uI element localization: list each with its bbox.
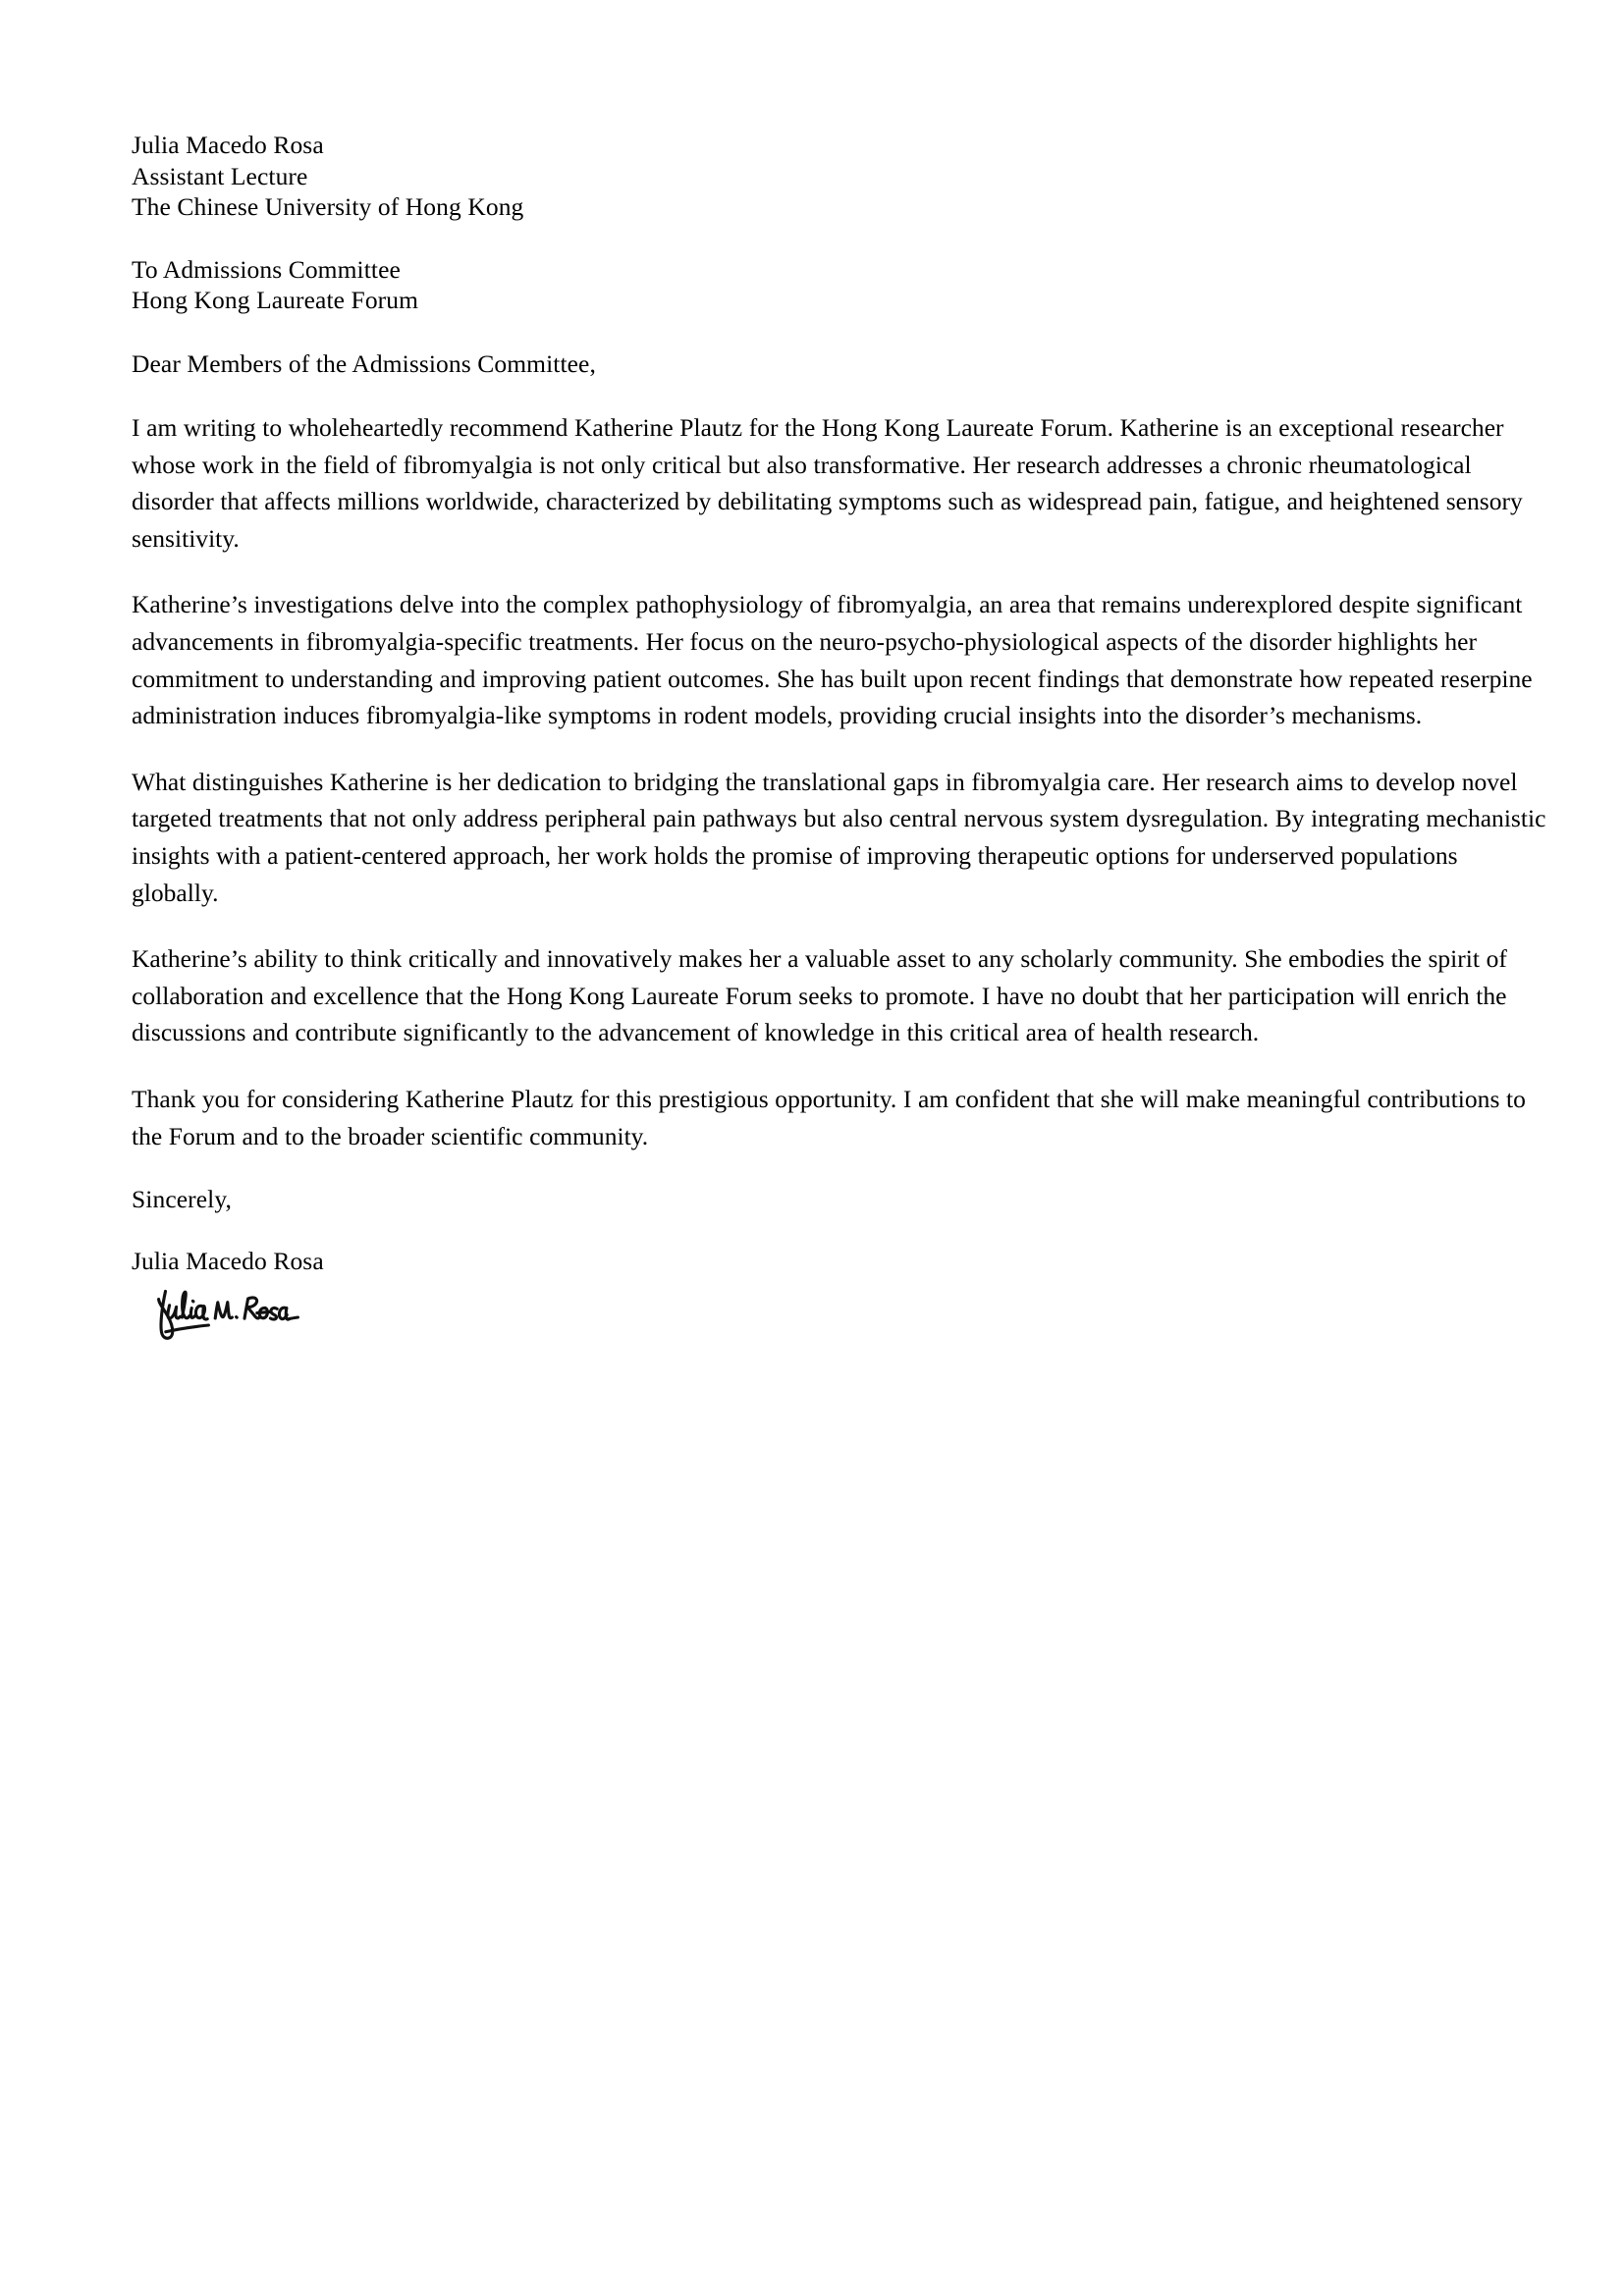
signer-block xyxy=(132,1246,1549,1277)
sender-title: Assistant Lecture xyxy=(132,161,308,190)
recipient-committee: To Admissions Committee xyxy=(132,254,401,284)
body-paragraph-5: Thank you for considering Katherine Plautz for this prestigious opportunity. I am confident that she will make meaningful contributions to the Forum and to the broader scientific community. xyxy=(132,1084,1526,1150)
valediction-block xyxy=(132,1184,1549,1215)
valediction-text: Sincerely, xyxy=(132,1185,233,1214)
body-paragraph-2: Katherine’s investigations delve into the complex pathophysiology of fibromyalgia, an area that remains underexplored despite significant advancements in fibromyalgia-specific treatments. Her focus on the neuro-psycho-physiological aspects of the disorder highlights her commitment to understanding and improving patient outcomes. She has built upon recent findings that demonstrate how repeated reserpine administration induces fibromyalgia-like symptoms in rodent models, providing crucial insights into the disorder’s mechanisms. xyxy=(132,590,1533,730)
letter-content xyxy=(132,130,1549,1343)
signature-image xyxy=(145,1282,293,1343)
sender-institution: The Chinese University of Hong Kong xyxy=(132,192,524,221)
sender-block xyxy=(132,130,1549,223)
body-paragraph-4: Katherine’s ability to think critically and innovatively makes her a valuable asset to any scholarly community. She embodies the spirit of collaboration and excellence that the Hong Kong Laureate Forum seeks to promote. I have no doubt that her participation will enrich the discussions and contribute significantly to the advancement of knowledge in this critical area of health research. xyxy=(132,944,1507,1047)
recipient-organization: Hong Kong Laureate Forum xyxy=(132,286,419,314)
salutation-block xyxy=(132,348,1549,380)
signer-name-text: Julia Macedo Rosa xyxy=(132,1246,324,1275)
sender-name: Julia Macedo Rosa xyxy=(132,131,324,159)
body-paragraph-3: What distinguishes Katherine is her dedication to bridging the translational gaps in fibromyalgia care. Her research aims to develop novel targeted treatments that not only address peripheral pain pathways but also central nervous system dysregulation. By integrating mechanistic insights with a patient-centered approach, her work holds the promise of improving therapeutic options for underserved populations globally. xyxy=(132,767,1546,907)
salutation-text: Dear Members of the Admissions Committee, xyxy=(132,348,596,378)
body-paragraph-1: I am writing to wholeheartedly recommend Katherine Plautz for the Hong Kong Laureate Forum. Katherine is an exceptional researcher whose work in the field of fibromyalgia is not only critical but also transformative. Her research addresses a chronic rheumatological disorder that affects millions worldwide, characterized by debilitating symptoms such as widespread pain, fatigue, and heightened sensory sensitivity. xyxy=(132,413,1523,553)
recipient-block xyxy=(132,254,1549,316)
